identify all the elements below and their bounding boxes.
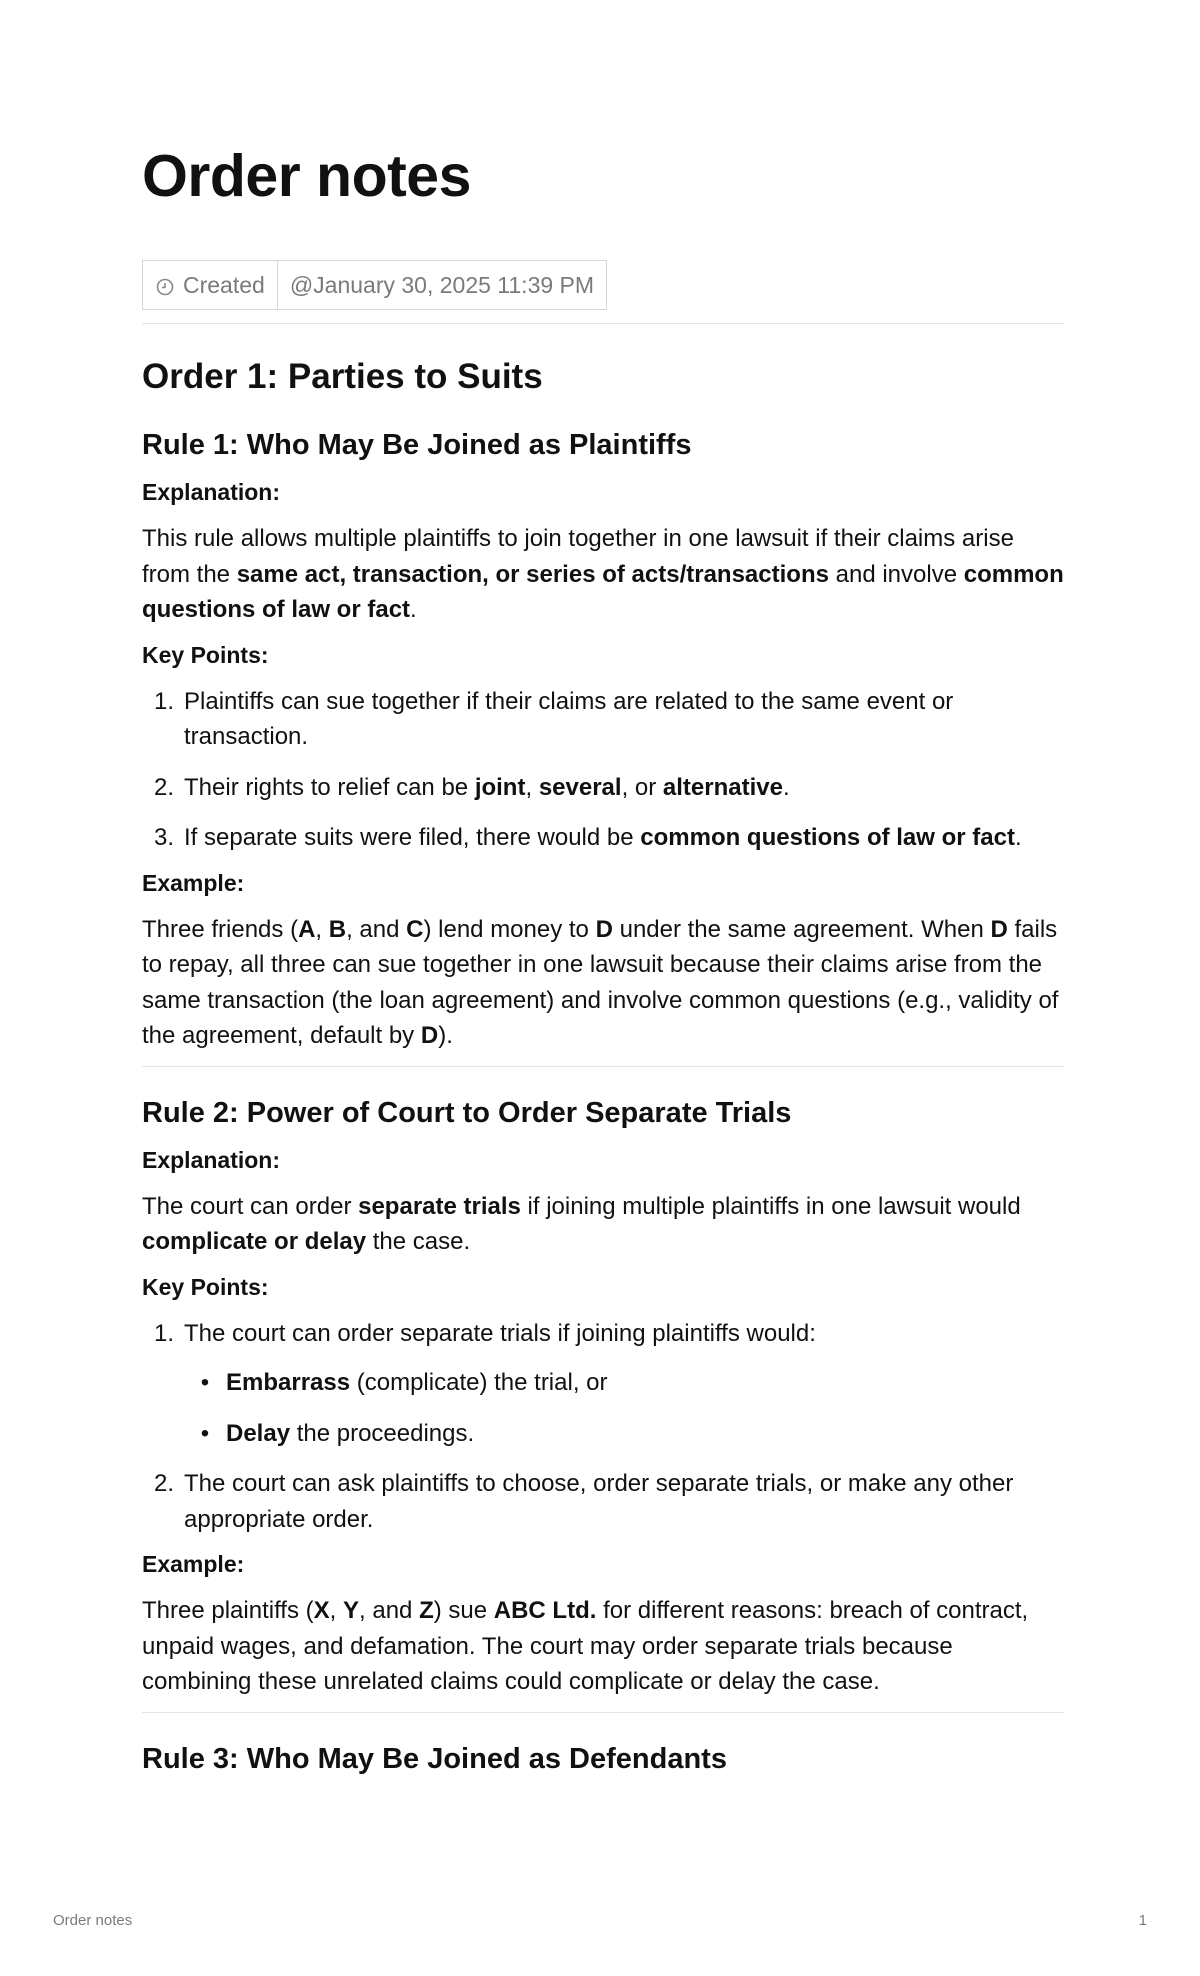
rule1-example [142, 912, 1064, 1054]
list-item-text [184, 770, 1064, 806]
text-segment: the case. [366, 1228, 471, 1255]
order1-heading: Order 1: Parties to Suits [142, 357, 543, 396]
list-number: 3. [154, 824, 175, 851]
bold-segment: C [406, 915, 424, 943]
list-number: 1. [154, 687, 175, 715]
bold-segment: same act, transaction, or series of acts/transactions [236, 560, 829, 588]
list-item [142, 1466, 1064, 1537]
bold-segment: D [990, 915, 1008, 943]
bullet-item [142, 1365, 1064, 1401]
list-item [142, 1316, 1064, 1352]
text-segment: , [525, 773, 539, 801]
rule3-heading: Rule 3: Who May Be Joined as Defendants [142, 1742, 727, 1775]
property-row [142, 260, 607, 310]
rule2-keypoints-list [142, 1316, 1064, 1538]
created-property-key [143, 261, 278, 309]
list-item [142, 684, 1064, 755]
rule2-example [142, 1593, 1064, 1700]
footer-page-number: 1 [1138, 1912, 1147, 1929]
text-segment: . [410, 596, 417, 623]
bold-segment: complicate or delay [142, 1228, 367, 1255]
rule2-example-label: Example: [142, 1551, 245, 1577]
rule2-explanation-label: Explanation: [142, 1146, 281, 1173]
list-item [142, 770, 1064, 806]
bold-segment: X [313, 1597, 330, 1624]
list-item [142, 820, 1064, 856]
list-number: 2. [154, 773, 175, 801]
text-segment: If separate suits were filed, there would be [184, 824, 641, 851]
text-segment: fails to repay, all three can sue together in one lawsuit because their claims arise from the same transaction (the loan agreement) and involve common questions (e.g., validity of the agreement, default by [142, 915, 1059, 1049]
bullet-item-text [226, 1416, 1064, 1452]
text-segment: , or [621, 773, 663, 801]
bold-segment: D [595, 915, 613, 943]
text-segment: Three plaintiffs ( [142, 1597, 314, 1624]
clock-icon [155, 277, 175, 297]
bullet-item-text [226, 1365, 1064, 1401]
text-segment: . [1014, 824, 1022, 851]
bullet-dot: • [200, 1419, 210, 1447]
text-segment: under the same agreement. When [612, 915, 991, 943]
list-item-text: The court can order separate trials if joining plaintiffs would: [184, 1319, 816, 1347]
list-item-text: The court can ask plaintiffs to choose, order separate trials, or make any other appropriate order. [184, 1470, 1014, 1533]
bold-segment: separate trials [358, 1192, 521, 1220]
rule2-explanation [142, 1189, 1064, 1260]
bold-segment: B [328, 915, 347, 943]
list-number: 1. [154, 1319, 175, 1347]
divider [142, 1066, 1064, 1067]
document-page [142, 130, 1064, 1779]
rule1-heading: Rule 1: Who May Be Joined as Plaintiffs [142, 429, 692, 461]
bullet-item [142, 1416, 1064, 1452]
bold-segment: Embarrass [226, 1369, 351, 1396]
bold-segment: Y [343, 1597, 360, 1624]
rule1-explanation [142, 521, 1064, 628]
rule1-keypoints-label: Key Points: [142, 641, 269, 668]
text-segment: . [782, 773, 790, 801]
text-segment: ) sue [433, 1597, 494, 1624]
text-segment: Three friends ( [142, 915, 299, 943]
text-segment: , and [346, 915, 407, 943]
text-segment: Their rights to relief can be [184, 773, 475, 801]
bold-segment: common questions of law or fact [640, 824, 1015, 851]
text-segment: (complicate) the trial, or [350, 1369, 608, 1396]
text-segment: The court can order [142, 1192, 359, 1220]
bold-segment: several [538, 773, 622, 801]
bold-segment: joint [474, 773, 526, 801]
divider [142, 1712, 1064, 1713]
footer-document-title: Order notes [53, 1912, 133, 1929]
bold-segment: A [298, 915, 316, 943]
list-item-text [184, 820, 1064, 856]
bold-segment: Z [419, 1597, 434, 1624]
bold-segment: Delay [226, 1419, 291, 1447]
text-segment: , [315, 915, 329, 943]
text-segment: , and [359, 1597, 420, 1624]
text-segment: for different reasons: breach of contract, unpaid wages, and defamation. The court may order separate trials because combining these unrelated claims could complicate or delay the case. [142, 1597, 1029, 1695]
bold-segment: common questions of law or fact [142, 560, 1064, 623]
text-segment: and involve [828, 560, 964, 588]
created-value[interactable]: @January 30, 2025 11:39 PM [289, 271, 595, 298]
bold-segment: alternative [662, 773, 783, 801]
bullet-dot: • [200, 1369, 210, 1396]
text-segment: ). [438, 1022, 453, 1049]
page-title: Order notes [142, 143, 471, 209]
nested-bullet-list [142, 1365, 1064, 1451]
rule2-keypoints-label: Key Points: [142, 1273, 269, 1300]
text-segment: if joining multiple plaintiffs in one lawsuit would [520, 1192, 1021, 1220]
created-label: Created [183, 271, 265, 298]
text-segment: the proceedings. [290, 1419, 475, 1447]
created-property-value[interactable] [278, 261, 606, 309]
rule1-explanation-label: Explanation: [142, 479, 281, 505]
bold-segment: D [420, 1022, 439, 1049]
list-item-text: Plaintiffs can sue together if their claims are related to the same event or transaction. [184, 687, 954, 750]
divider [142, 323, 1064, 324]
rule2-heading: Rule 2: Power of Court to Order Separate Trials [142, 1096, 792, 1129]
rule1-keypoints-list [142, 684, 1064, 856]
text-segment: , [329, 1597, 343, 1624]
text-segment: This rule allows multiple plaintiffs to join together in one lawsuit if their claims arise from the [142, 525, 1014, 588]
rule1-example-label: Example: [142, 869, 245, 896]
text-segment: ) lend money to [423, 915, 596, 943]
list-number: 2. [154, 1470, 175, 1497]
bold-segment: ABC Ltd. [493, 1597, 597, 1624]
